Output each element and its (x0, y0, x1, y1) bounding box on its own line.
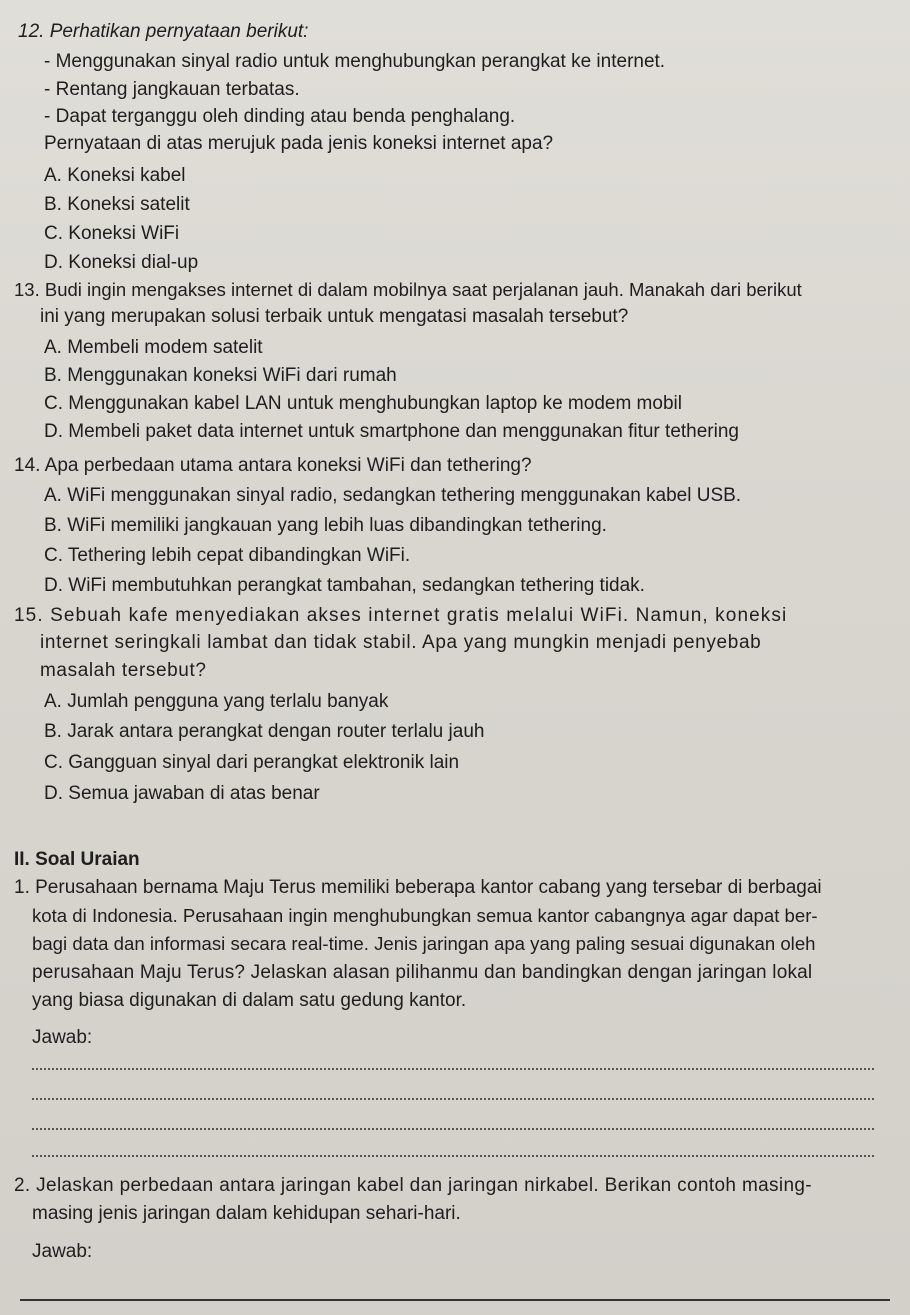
q15-option-d: D. Semua jawaban di atas benar (44, 783, 320, 804)
q12-option-b: B. Koneksi satelit (44, 194, 190, 215)
q12-option-a: A. Koneksi kabel (44, 165, 186, 186)
q13-option-b: B. Menggunakan koneksi WiFi dari rumah (44, 365, 397, 386)
q15-question-line-1: 15. Sebuah kafe menyediakan akses internet gratis melalui WiFi. Namun, koneksi (14, 605, 788, 626)
q12-question: Pernyataan di atas merujuk pada jenis koneksi internet apa? (44, 133, 554, 154)
q12-option-c: C. Koneksi WiFi (44, 223, 180, 244)
q15-question-line-3: masalah tersebut? (40, 660, 207, 681)
q14-option-b: B. WiFi memiliki jangkauan yang lebih luas dibandingkan tethering. (44, 515, 607, 536)
answer-line-4[interactable] (32, 1155, 874, 1157)
essay-1-line-1: 1. Perusahaan bernama Maju Terus memiliki beberapa kantor cabang yang tersebar di berbagai (14, 877, 822, 898)
q14-option-a: A. WiFi menggunakan sinyal radio, sedangkan tethering menggunakan kabel USB. (44, 485, 742, 506)
essay-1-line-5: yang biasa digunakan di dalam satu gedung kantor. (32, 990, 467, 1011)
essay-1-line-4: perusahaan Maju Terus? Jelaskan alasan pilihanmu dan bandingkan dengan jaringan lokal (32, 962, 813, 983)
answer-line-1[interactable] (32, 1068, 874, 1070)
q12-point-1: - Menggunakan sinyal radio untuk menghubungkan perangkat ke internet. (44, 51, 666, 72)
q13-option-c: C. Menggunakan kabel LAN untuk menghubungkan laptop ke modem mobil (44, 393, 682, 414)
essay-1-answer-label: Jawab: (32, 1027, 93, 1048)
q14-option-d: D. WiFi membutuhkan perangkat tambahan, sedangkan tethering tidak. (44, 575, 645, 596)
q13-question-line-2: ini yang merupakan solusi terbaik untuk mengatasi masalah tersebut? (40, 306, 629, 327)
q13-option-d: D. Membeli paket data internet untuk smartphone dan menggunakan fitur tethering (44, 421, 739, 442)
q12-intro: 12. Perhatikan pernyataan berikut: (18, 21, 309, 42)
answer-line-3[interactable] (32, 1128, 874, 1130)
q14-option-c: C. Tethering lebih cepat dibandingkan WiFi. (44, 545, 411, 566)
q15-option-b: B. Jarak antara perangkat dengan router terlalu jauh (44, 721, 485, 742)
q12-option-d: D. Koneksi dial-up (44, 252, 199, 273)
essay-2-line-2: masing jenis jaringan dalam kehidupan sehari-hari. (32, 1203, 461, 1224)
answer-line-5[interactable] (20, 1299, 890, 1301)
q12-point-2: - Rentang jangkauan terbatas. (44, 79, 300, 100)
q12-point-3: - Dapat terganggu oleh dinding atau benda penghalang. (44, 106, 516, 127)
q15-question-line-2: internet seringkali lambat dan tidak stabil. Apa yang mungkin menjadi penyebab (40, 632, 762, 653)
essay-1-line-2: kota di Indonesia. Perusahaan ingin menghubungkan semua kantor cabangnya agar dapat ber- (32, 905, 818, 926)
essay-2-answer-label: Jawab: (32, 1241, 93, 1262)
section-title: II. Soal Uraian (14, 849, 140, 870)
q13-option-a: A. Membeli modem satelit (44, 337, 263, 358)
answer-line-2[interactable] (32, 1098, 874, 1100)
q15-option-c: C. Gangguan sinyal dari perangkat elektronik lain (44, 752, 460, 773)
essay-1-line-3: bagi data dan informasi secara real-time. Jenis jaringan apa yang paling sesuai digunakan oleh (32, 933, 816, 954)
q14-question: 14. Apa perbedaan utama antara koneksi WiFi dan tethering? (14, 455, 532, 476)
q13-question-line-1: 13. Budi ingin mengakses internet di dalam mobilnya saat perjalanan jauh. Manakah dari berikut (14, 279, 802, 300)
essay-2-line-1: 2. Jelaskan perbedaan antara jaringan kabel dan jaringan nirkabel. Berikan contoh masing- (14, 1175, 812, 1196)
q15-option-a: A. Jumlah pengguna yang terlalu banyak (44, 691, 389, 712)
